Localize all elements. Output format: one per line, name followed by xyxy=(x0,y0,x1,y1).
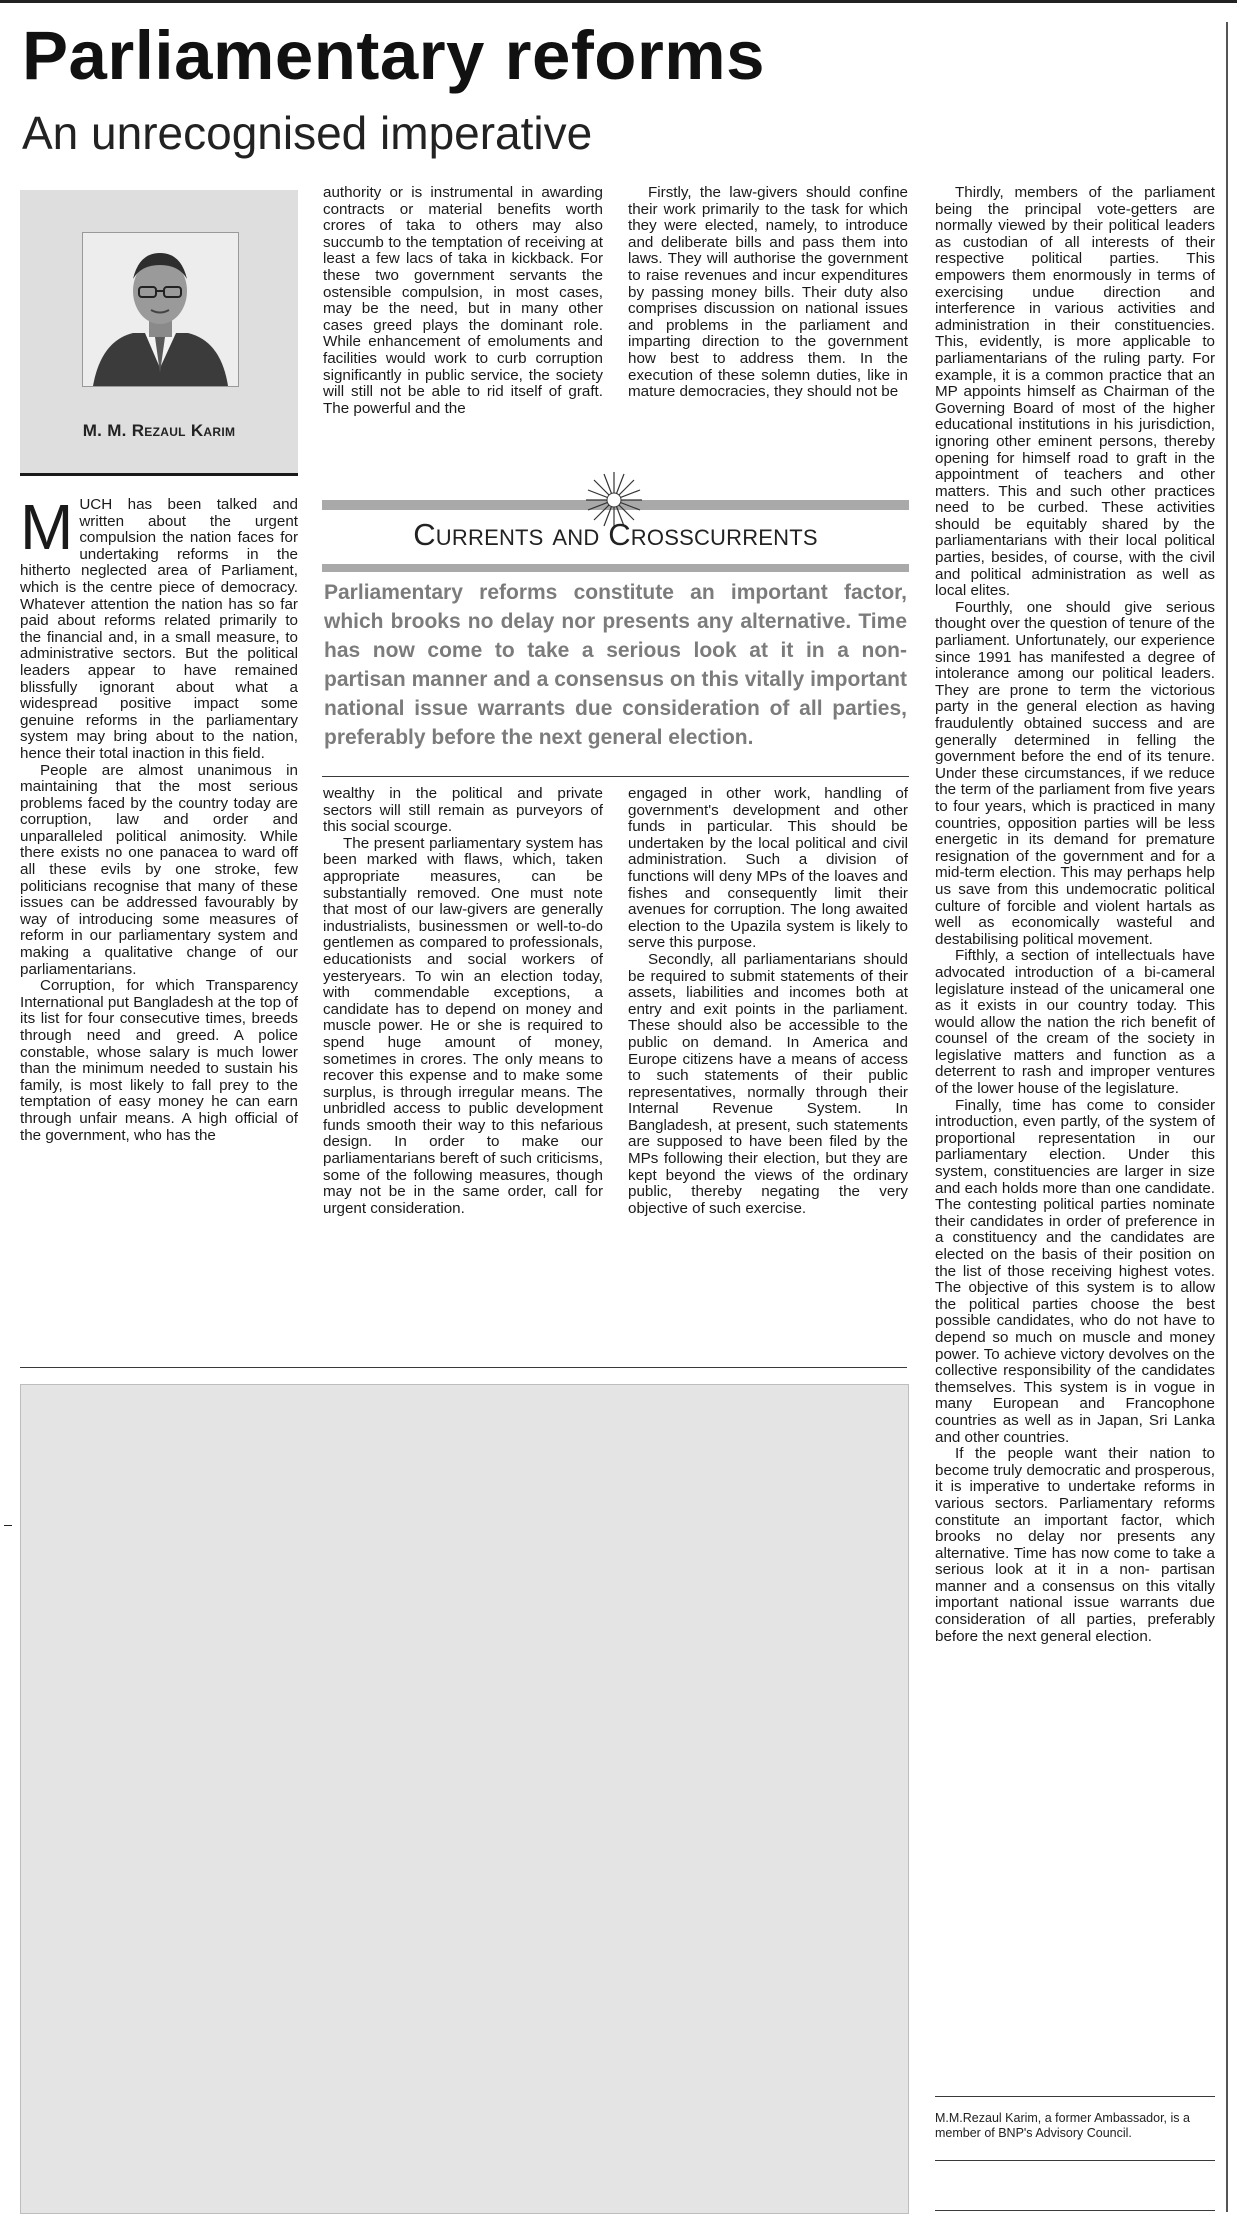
headline-title: Parliamentary reforms xyxy=(22,17,766,94)
article-column-3-top xyxy=(628,185,908,401)
footnote-bottom-rule xyxy=(935,2160,1215,2161)
article-paragraph: Fifthly, a section of intellectuals have advocated introduction of a bi-cameral legislature instead of the unicameral one as it exists in our country today. This would allow the nation the rich benefit of counsel of the cream of the society in legislative matters and function as a deterrent to rash and improper ventures of the lower house of the legislature. xyxy=(935,947,1215,1098)
article-paragraph: Thirdly, members of the parliament being the principal vote-getters are normally viewed by their political leaders as custodian of all interests of their respective political parties. This empowers them enormously in terms of exercising undue direction and interference in various activities and administration in their constituencies. This, evidently, is more applicable to parliamentarians of the ruling party. For example, it is a common practice that an MP appoints himself as Chairman of the Governing Board of most of the higher educational institutions in his jurisdiction, ignoring other eminent persons, thereby opening for himself road to graft in the appointment of teachers and other matters. This and such other practices need to be curbed. These activities should be equitably shared by the parliamentarians with their local political parties, besides, of course, with the civil and political administration as well as local elites. xyxy=(935,184,1215,600)
margin-tick xyxy=(4,1525,12,1526)
article-end-rule xyxy=(20,1367,907,1368)
article-paragraph: People are almost unanimous in maintaining that the most serious problems faced by the country today are corruption, law and order and unparalleled political animosity. While there exists no one panacea to ward off all these evils by one stroke, few politicians recognise that many of these issues can be addressed favourably by way of introducing some measures of reform in our parliamentary system and making a qualitative change of our parliamentarians. xyxy=(20,761,298,978)
article-paragraph: Secondly, all parliamentarians should be required to submit statements of their assets, liabilities and incomes both at entry and exit points in the parliament. These should also be accessible to the public on demand. In America and Europe citizens have a means of access to such statements of their public representatives, normally through their Internal Revenue System. In Bangladesh, at present, such statements are supposed to have been filed by the MPs following their election, but they are kept beyond the views of the ordinary public, thereby negating the very objective of such exercise. xyxy=(628,950,908,1217)
article-column-3-bottom xyxy=(628,786,908,1217)
article-column-2-bottom xyxy=(323,786,603,1217)
author-photo-box xyxy=(20,190,298,476)
article-paragraph: Fourthly, one should give serious thought over the question of tenure of the parliament. Unfortunately, our experience since 1991 has manifested a degree of intolerance among our political leaders. They are prone to term the victorious party in the general election as having fraudulently obtained success and are generally determined in felling the government before the end of its tenure. Under these circumstances, if we reduce the term of the parliament from five years to four years, which is practiced in many countries, opposition parties will be less energetic in its demand for premature resignation of the government and for a mid-term election. This may perhaps help us save from this undemocratic political culture of forcible and violent hartals as well as economically wasteful and destabilising political movement. xyxy=(935,598,1215,948)
right-margin-rule xyxy=(1226,22,1228,2212)
article-paragraph: Corruption, for which Transparency International put Bangladesh at the top of its list for four consecutive times, breeds through need and greed. A police constable, whose salary is much lower than the minimum needed to sustain his family, is most likely to fall prey to the temptation of easy money he can earn through unfair means. A high official of the government, who has the xyxy=(20,977,298,1144)
pullquote-divider xyxy=(322,776,909,777)
column-heading-block xyxy=(322,490,909,770)
article-column-2-top xyxy=(323,185,603,417)
advertisement-placeholder-box xyxy=(20,1384,909,2214)
top-rule xyxy=(0,0,1237,3)
heading-band-bottom xyxy=(322,564,909,572)
footnote-top-rule xyxy=(935,2096,1215,2097)
article-paragraph: Firstly, the law-givers should confine their work primarily to the task for which they were elected, namely, to introduce and deliberate bills and pass them into laws. They will authorise the government to raise revenues and incur expenditures by passing money bills. Their duty also comprises discussion on national issues and problems in the parliament and imparting direction to the government how best to address them. In the execution of these solemn duties, like in mature democracies, they should not be xyxy=(628,184,908,401)
portrait-icon xyxy=(83,233,238,386)
article-paragraph: If the people want their nation to become truly democratic and prosperous, it is imperative to undertake reforms in various sectors. Parliamentary reforms constitute an important factor, which brooks no delay nor presents any alternative. Time has now come to take a serious look at it in a non- partisan manner and a consensus on this vitally important national issue warrants due consideration of all parties, preferably before the next general election. xyxy=(935,1445,1215,1645)
article-paragraph: Finally, time has come to consider introduction, even partly, of the system of proportional representation in our parliamentary election. Under this system, constituencies are larger in size and each holds more than one candidate. The contesting political parties nominate their candidates in order of preference in a constituency and the candidates are elected on the basis of their position on the list of those receiving highest votes. The objective of this system is to allow the political parties choose the best possible candidates, who do not have to depend so much on muscle and money power. To achieve victory devolves on the collective responsibility of the candidates themselves. This system is in vogue in many European and Francophone countries as well as in Japan, Sri Lanka and other countries. xyxy=(935,1096,1216,1446)
article-text: UCH has been talked and written about the urgent compulsion the nation faces for undertaking reforms in the hitherto neglected area of Parliament, which is the centre piece of democracy. Whatever attention the nation has so far paid about reforms related primarily to the financial and, in a small measure, to administrative sectors. But the political leaders appear to have remained blissfully ignorant about what a widespread positive impact some genuine reforms in the parliamentary system may bring about to the nation, hence their total inaction in this field. xyxy=(20,496,298,762)
footnote-bottom-rule-2 xyxy=(935,2210,1215,2211)
pull-quote: Parliamentary reforms constitute an important factor, which brooks no delay nor presents any alternative. Time has now come to take a serious look at it in a non-partisan manner and a consensus on this vitally important national issue warrants due consideration of all parties, preferably before the next general election. xyxy=(324,581,907,749)
author-byline: M. M. Rezaul Karim xyxy=(82,421,236,440)
article-paragraph: wealthy in the political and private sectors will still remain as purveyors of this social scourge. xyxy=(323,785,603,836)
column-heading-title: Currents and Crosscurrents xyxy=(413,517,818,552)
article-paragraph xyxy=(20,491,298,763)
drop-cap: M xyxy=(20,491,74,563)
headline-subtitle: An unrecognised imperative xyxy=(22,107,593,159)
article-paragraph: engaged in other work, handling of government's development and other funds in particular. This should be undertaken by the local political and civil administration. Such a division of functions will deny MPs of the loaves and fishes and consequently limit their avenues for corruption. The long awaited election to the Upazila system is likely to serve this purpose. xyxy=(628,785,908,952)
article-column-1 xyxy=(20,491,298,1144)
author-portrait xyxy=(82,232,239,387)
article-column-4 xyxy=(935,185,1215,1645)
article-paragraph: authority or is instrumental in awarding contracts or material benefits worth crores of taka to others may also succumb to the temptation of receiving at least a few lacs of taka in kickback. For these two government servants the ostensible compulsion, in most cases, may be the need, but in many other cases greed plays the dominant role. While enhancement of emoluments and facilities would work to curb corruption significantly in public service, the society will still not be able to rid itself of graft. The powerful and the xyxy=(323,184,603,417)
article-paragraph: The present parliamentary system has been marked with flaws, which, taken appropriate measures, can be substantially removed. One must note that most of our law-givers are generally industrialists, businessmen or well-to-do gentlemen as compared to professionals, educationists and social workers of yesteryears. To win an election today, with commendable exceptions, a candidate has to depend on money and muscle power. He or she is required to spend huge amount of money, sometimes in crores. The only means to recover this expense and to make some surplus, is through irregular means. The unbridled access to public development funds smooth their way to this nefarious design. In order to make our parliamentarians bereft of such criticisms, some of the following measures, though may not be in the same order, call for urgent consideration. xyxy=(323,834,603,1217)
author-footnote: M.M.Rezaul Karim, a former Ambassador, is a member of BNP's Advisory Council. xyxy=(935,2111,1190,2140)
